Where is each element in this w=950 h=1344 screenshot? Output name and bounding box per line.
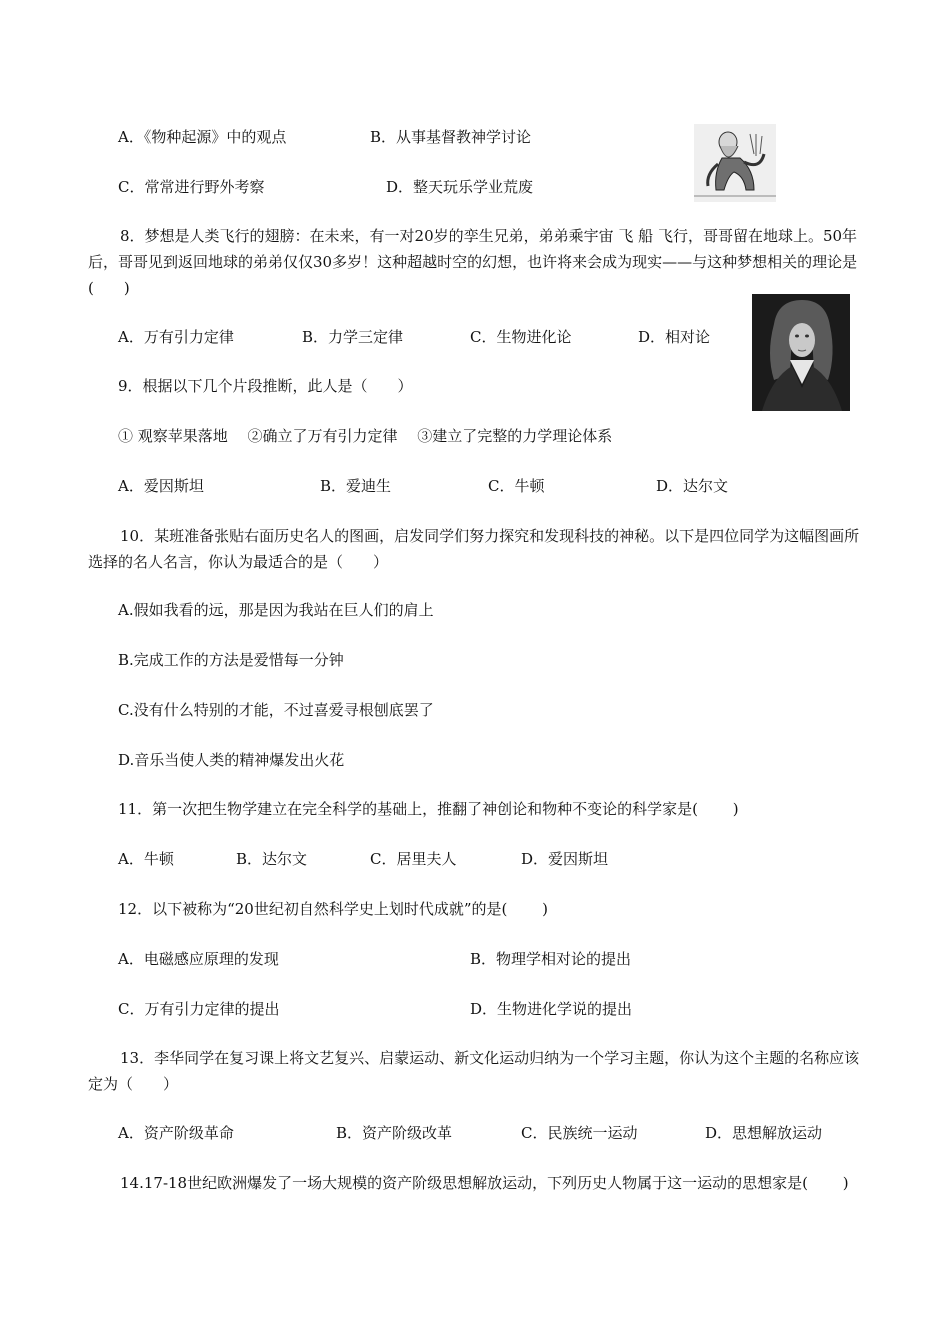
q12-option-d: D．生物进化学说的提出 xyxy=(470,1000,633,1018)
q12-option-a: A．电磁感应原理的发现 xyxy=(118,950,279,968)
darwin-caricature-image xyxy=(694,124,776,202)
q8-option-b: B．力学三定律 xyxy=(302,328,404,346)
q7-option-d: D．整天玩乐学业荒废 xyxy=(386,178,534,196)
q12-option-c: C．万有引力定律的提出 xyxy=(118,1000,280,1018)
q8-option-d: D．相对论 xyxy=(638,328,711,346)
q8-option-a: A．万有引力定律 xyxy=(118,328,234,346)
q12-stem: 12．以下被称为“20世纪初自然科学史上划时代成就”的是( ) xyxy=(118,900,548,918)
q12-option-b: B．物理学相对论的提出 xyxy=(470,950,632,968)
q10-option-a: A.假如我看的远，那是因为我站在巨人们的肩上 xyxy=(118,601,434,619)
q9-stem: 9．根据以下几个片段推断，此人是（ ） xyxy=(118,377,413,395)
q13-stem: 13．李华同学在复习课上将文艺复兴、启蒙运动、新文化运动归纳为一个学习主题，你认为这个主题的名称应该定为（ ） xyxy=(88,1049,860,1093)
q14-stem: 14.17-18世纪欧洲爆发了一场大规模的资产阶级思想解放运动，下列历史人物属于这一运动的思想家是( ) xyxy=(120,1174,849,1192)
q9-option-c: C．牛顿 xyxy=(488,477,545,495)
q9-clues: ① 观察苹果落地 ②确立了万有引力定律 ③建立了完整的力学理论体系 xyxy=(118,427,613,445)
q9-option-b: B．爱迪生 xyxy=(320,477,392,495)
q9-option-d: D．达尔文 xyxy=(656,477,729,495)
q13-option-b: B．资产阶级改革 xyxy=(336,1124,453,1142)
q7-option-a: A．《物种起源》中的观点 xyxy=(118,128,287,146)
q8-option-c: C．生物进化论 xyxy=(470,328,572,346)
q11-stem: 11．第一次把生物学建立在完全科学的基础上，推翻了神创论和物种不变论的科学家是( ) xyxy=(118,800,739,818)
q7-option-c: C．常常进行野外考察 xyxy=(118,178,265,196)
q10-option-b: B.完成工作的方法是爱惜每一分钟 xyxy=(118,651,344,669)
q7-option-b: B．从事基督教神学讨论 xyxy=(370,128,532,146)
q13-option-d: D．思想解放运动 xyxy=(705,1124,823,1142)
q10-option-c: C.没有什么特别的才能，不过喜爱寻根刨底罢了 xyxy=(118,701,434,719)
q11-option-c: C．居里夫人 xyxy=(370,850,457,868)
q10-option-d: D.音乐当使人类的精神爆发出火花 xyxy=(118,751,345,769)
newton-portrait-image xyxy=(752,294,850,411)
q11-option-a: A．牛顿 xyxy=(118,850,174,868)
q9-option-a: A．爱因斯坦 xyxy=(118,477,204,495)
q8-stem: 8．梦想是人类飞行的翅膀：在未来，有一对20岁的孪生兄弟，弟弟乘宇宙 飞 船 飞行，哥哥留在地球上。50年后，哥哥见到返回地球的弟弟仅仅30多岁！这种超越时空的幻想，也许将来会成为现实——与这种梦想相关的理论是( ) xyxy=(88,227,858,297)
q10-stem: 10．某班准备张贴右面历史名人的图画，启发同学们努力探究和发现科技的神秘。以下是四位同学为这幅图画所选择的名人名言，你认为最适合的是（ ） xyxy=(88,527,860,571)
q11-option-b: B．达尔文 xyxy=(236,850,308,868)
q13-option-a: A．资产阶级革命 xyxy=(118,1124,234,1142)
q11-option-d: D．爱因斯坦 xyxy=(521,850,609,868)
q13-option-c: C．民族统一运动 xyxy=(521,1124,638,1142)
